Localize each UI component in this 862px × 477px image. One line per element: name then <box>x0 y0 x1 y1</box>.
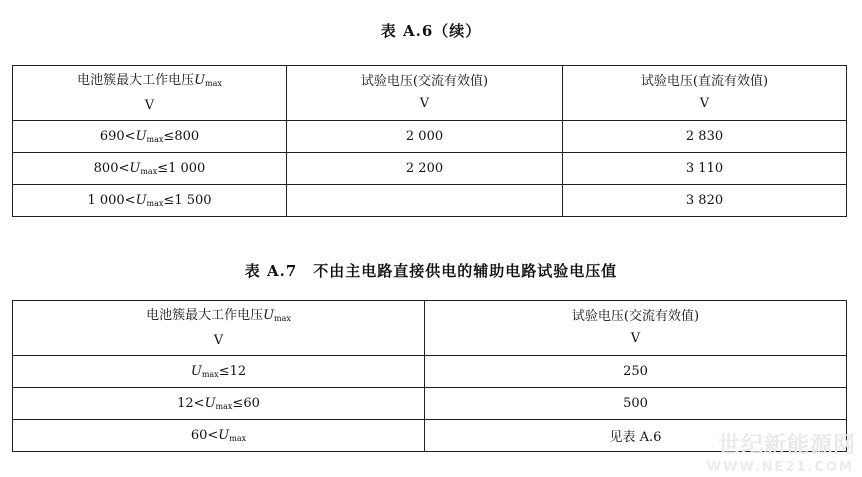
table-row <box>13 356 847 388</box>
voltage-range-cell: $800<U_{max}\le 1$ 000 <box>13 153 287 185</box>
dc-voltage-cell: 3 110 <box>563 153 847 185</box>
header-unit: V <box>630 331 641 346</box>
voltage-symbol: U <box>194 72 206 88</box>
voltage-range-cell: 1 $000<U_{max}\le 1$ 500 <box>13 185 287 217</box>
header-cell-max-voltage <box>13 66 287 121</box>
table-a7-caption: 表 A.7 不由主电路直接供电的辅助电路试验电压值 <box>244 262 618 280</box>
voltage-subscript: max <box>274 313 291 323</box>
header-cell-ac-voltage <box>287 66 563 121</box>
watermark-url: WWW.NE21.COM <box>706 460 854 475</box>
table-row <box>13 121 847 153</box>
header-label: 试验电压(直流有效值) <box>640 74 769 89</box>
ac-voltage-cell <box>287 185 563 217</box>
header-unit: V <box>699 96 710 111</box>
table-row <box>13 153 847 185</box>
table-header-row <box>13 301 847 356</box>
voltage-symbol: U <box>263 307 275 323</box>
ac-voltage-cell: 2 000 <box>287 121 563 153</box>
watermark-logo: 世纪新能源网 <box>717 433 856 458</box>
header-label: 电池簇最大工作电压 <box>77 72 195 88</box>
table-a6-caption: 表 A.6（续） <box>380 22 482 40</box>
header-label: 电池簇最大工作电压 <box>146 307 264 323</box>
voltage-subscript: max <box>205 78 222 88</box>
header-label: 试验电压(交流有效值) <box>571 309 700 324</box>
dc-voltage-cell: 2 830 <box>563 121 847 153</box>
header-label: 试验电压(交流有效值) <box>360 74 489 89</box>
header-unit: V <box>419 96 430 111</box>
header-cell-dc-voltage <box>563 66 847 121</box>
ac-voltage-cell: 500 <box>425 388 847 420</box>
table-a6 <box>12 65 847 217</box>
header-unit: V <box>144 97 155 113</box>
ac-voltage-cell: 2 200 <box>287 153 563 185</box>
dc-voltage-cell: 3 820 <box>563 185 847 217</box>
header-cell-max-voltage <box>13 301 425 356</box>
voltage-range-cell: $690<U_{max}\le 800$ <box>13 121 287 153</box>
table-row <box>13 185 847 217</box>
voltage-range-cell: $12<U_{max}\le 60$ <box>13 388 425 420</box>
ac-voltage-cell: 250 <box>425 356 847 388</box>
voltage-range-cell: $U_{max}\le 12$ <box>13 356 425 388</box>
header-unit: V <box>213 332 224 348</box>
voltage-range-cell: $60<U_{max}$ <box>13 420 425 452</box>
table-row <box>13 388 847 420</box>
table-header-row <box>13 66 847 121</box>
ac-voltage-cell: 见表 A.6 <box>425 420 847 452</box>
header-cell-ac-voltage <box>425 301 847 356</box>
